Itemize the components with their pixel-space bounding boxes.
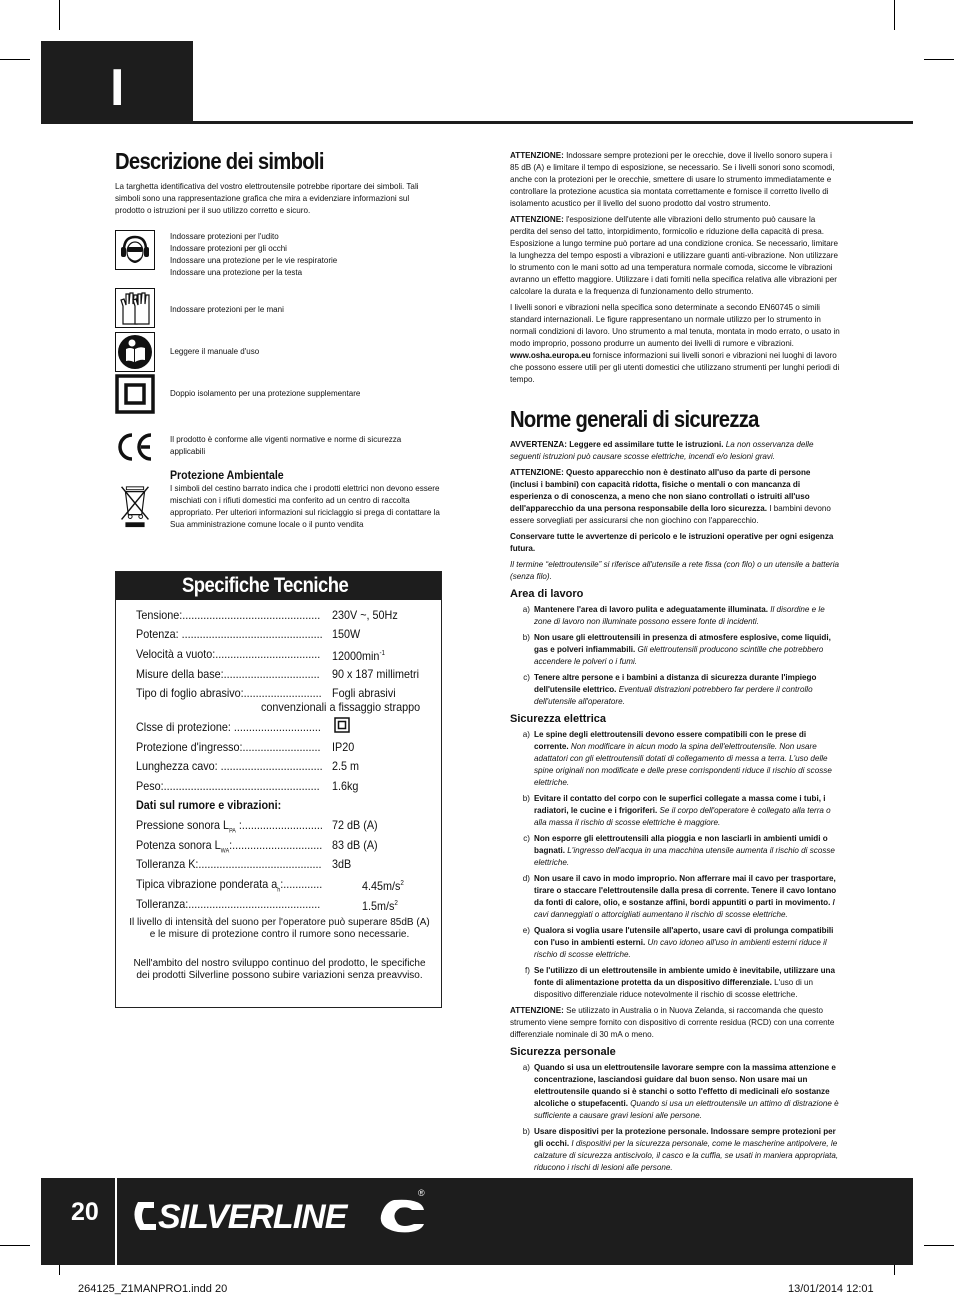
general-warning-bold: AVVERTENZA: Leggere ed assimilare tutte le istruzioni. [510, 440, 724, 449]
footer-divider [115, 1178, 117, 1265]
item-italic: Il disordine e le zone di lavoro non illuminate possono essere fonte di incidenti. [534, 605, 825, 626]
symbol-ce-row [115, 427, 155, 467]
item-italic: Un cavo idoneo all'uso in ambienti esterni riduce il rischio di scosse elettriche. [534, 938, 827, 959]
symbol-ppe-row [115, 230, 155, 270]
item-bold: Le spine degli elettroutensili devono essere compatibili con le prese di corrente. [534, 730, 807, 751]
crop-mark [0, 1245, 30, 1246]
item-letter: e) [522, 926, 530, 935]
environment-block [170, 469, 445, 531]
rcd-warning [510, 1005, 840, 1041]
electrical-item [510, 833, 840, 869]
page-number: 20 [71, 1198, 99, 1226]
work-area-item [510, 604, 840, 628]
spec-value-power: 150W [332, 627, 361, 641]
spec-value-tolerance: $1.5m/s^2$ [362, 899, 398, 913]
crop-mark [894, 0, 895, 30]
ppe-eye-text: Indossare protezioni per gli occhi [170, 244, 287, 253]
spec-value-voltage: 230V ~, 50Hz [332, 608, 398, 622]
personal-item [510, 1062, 840, 1122]
slug-filename: 264125_Z1MANPRO1.indd 20 [78, 1283, 228, 1295]
spec-label-lpa: Pressione sonora $L_{PA}$ :........................... [136, 818, 323, 835]
spec-label-noise-heading: Dati sul rumore e vibrazioni: [136, 798, 282, 812]
item-bold: Quando si usa un elettroutensile lavorare sempre con la massima attenzione e concentrazione, lasciandosi guidare dal buon senso. Non usare mai un elettroutensile quando si è stanchi o sotto l'effetto di medicinali e/o sostanze alcoliche o stupefacenti. [534, 1063, 836, 1108]
symbol-weee-row [115, 483, 155, 529]
spec-value-vibration: $4.45m/s^2$ [362, 879, 404, 893]
electrical-item [510, 793, 840, 829]
children-warning-text: I bambini devono essere sorvegliati per assicurarsi che non giochino con l'apparecchio. [510, 504, 831, 525]
specifications-title: Specifiche Tecniche [182, 574, 349, 597]
children-warning-bold: ATTENZIONE: Questo apparecchio non è destinato all'uso da parte di persone (inclusi i bambini) con capacità ridotta, fisiche o mentali o con mancanza di esperienza o di conoscenza, a meno che non siano controllati o istruiti all'uso dell'apparecchio da una persona responsabile della loro sicurezza. [510, 468, 811, 513]
work-area-title: Area di lavoro [510, 588, 584, 600]
spec-label-lwa: Potenza sonora $L_{WA}$:.............................. [136, 838, 323, 855]
spec-value-speed: $12000\min^{-1}$ [332, 649, 386, 663]
spec-label-tolerance-k: Tolleranza K:......................................... [136, 857, 322, 871]
crop-mark [924, 1245, 954, 1246]
item-bold: Usare dispositivi per la protezione personale. Indossare sempre protezioni per gli occhi. [534, 1127, 836, 1148]
symbols-title: Descrizione dei simboli [115, 148, 324, 174]
spec-label-base: Misure della base:................................ [136, 667, 320, 681]
ce-text: Il prodotto è conforme alle vigenti normative e norme di sicurezza applicabili [170, 435, 402, 456]
noise-warning [510, 150, 840, 210]
electrical-item [510, 925, 840, 961]
spec-value-lpa: 72 dB (A) [332, 818, 378, 832]
slug-date: 13/01/2014 12:01 [788, 1283, 874, 1295]
item-letter: d) [522, 874, 530, 883]
item-bold: Non usare il cavo in modo improprio. Non afferrare mai il cavo per trasportare, tirare o staccare l'elettroutensile dalla presa di corrente. Tenere il cavo lontano da fonti di calore, olio, e sostanze affini, bordi appuntiti o parti in movimento. / [534, 874, 837, 907]
warning-label: ATTENZIONE: [510, 1006, 564, 1015]
environment-text: I simboli del cestino barrato indica che i prodotti elettrici non devono essere mischiati con i rifiuti domestici ma conferito ad un centro di raccolta appropriato. Per ulteriori informazioni sul riciclaggio si prega di contattare la Sua amministrazione comune locale o il punto vendita [170, 484, 440, 529]
safety-title: Norme generali di sicurezza [510, 406, 759, 432]
environment-title: Protezione Ambientale [170, 470, 284, 482]
spec-value-ip: IP20 [332, 740, 355, 754]
symbol-double-insulation-row [115, 374, 155, 414]
spec-change-note: Nell'ambito del nostro sviluppo continuo del prodotto, le specifiche dei prodotti Silverline possono subire variazioni senza preavviso. [133, 958, 426, 981]
gloves-icon [115, 288, 155, 328]
spec-label-ip: Protezione d'ingresso:.......................... [136, 740, 321, 754]
rcd-warning-text: Se utilizzato in Australia o in Nuova Zelanda, si raccomanda che questo strumento viene sempre fornito con dispositivo di corrente residua (RCD) con una corrente differenziale nominale di 30 mA o meno. [510, 1006, 835, 1039]
spec-value-weight: 1.6kg [332, 779, 359, 793]
osha-link: www.osha.europa.eu [510, 351, 591, 360]
item-letter: a) [522, 1063, 530, 1072]
symbols-intro: La targhetta identificativa del vostro elettroutensile potrebbe riportare dei simboli. Tali simboli sono una rappresentazione grafica che mira a evidenziare informazioni sul prodotto o istruzioni per il suo utilizzo corretto e sicuro. [115, 182, 419, 215]
double-insulation-text: Doppio isolamento per una protezione supplementare [170, 389, 361, 398]
ppe-head-text: Indossare una protezione per la testa [170, 268, 303, 277]
specifications-box [115, 571, 442, 1008]
read-manual-icon [115, 332, 155, 372]
item-bold: Qualora si voglia usare l'utensile all'aperto, usare cavi di prolunga compatibili con l'uso in ambienti esterni. [534, 926, 834, 947]
ppe-descriptions [170, 231, 337, 279]
spec-value-sheet-2: convenzionali a fissaggio strappo [261, 700, 421, 714]
ce-mark-icon [115, 427, 155, 467]
spec-noise-note: Il livello di intensità del suono per l'operatore può superare 85dB (A) e le misure di protezione contro il rumore sono necessarie. [129, 917, 430, 940]
item-bold: Non usare gli elettroutensili in presenza di atmosfere esplosive, come liquidi, gas e polveri infiammabili. [534, 633, 831, 654]
item-letter: b) [522, 633, 530, 642]
spec-label-weight: Peso:.................................................... [136, 779, 320, 793]
header-rule [41, 121, 913, 124]
symbol-manual-row [115, 332, 155, 372]
ppe-ear-text: Indossare protezioni per l'udito [170, 232, 279, 241]
double-insulation-icon [115, 374, 155, 414]
brand-wordmark: SILVERLINE [158, 1198, 347, 1236]
ppe-icon [115, 230, 155, 270]
work-area-item [510, 672, 840, 708]
spec-label-cable: Lunghezza cavo: .................................. [136, 759, 323, 773]
spec-label-sheet: Tipo di foglio abrasivo:.......................... [136, 686, 322, 700]
item-italic: Non modificare in alcun modo la spina dell'elettroutensile. Non usare adattatori con gli elettroutensili dotati di collegamento di messa a terra. L'uso delle spine originali non modificate e delle prese corrispondenti riduce il rischio di scosse elettriche. [534, 742, 832, 787]
general-warning [510, 439, 840, 463]
registered-mark: ® [418, 1188, 425, 1198]
levels-paragraph [510, 302, 840, 386]
item-bold: Se l'utilizzo di un elettroutensile in ambiente umido è inevitabile, utilizzare una fonte di alimentazione protetta da un dispositivo differenziale. [534, 966, 835, 987]
crop-mark [59, 0, 60, 30]
item-letter: c) [523, 834, 530, 843]
crossed-bin-icon [115, 483, 155, 529]
item-bold: Non esporre gli elettroutensili alla pioggia e non lasciarli in ambienti umidi o bagnati. [534, 834, 828, 855]
levels-end-text: fornisce informazioni sui livelli sonori e vibrazioni nei luoghi di lavoro che possono essere utili per gli utenti domestici che utilizzano strumenti per lunghi periodi di tempo. [510, 351, 840, 384]
item-letter: a) [522, 730, 530, 739]
item-italic: Quando si usa un elettroutensile un attimo di distrazione è sufficiente a causare gravi lesioni alle persone. [534, 1099, 839, 1120]
spec-label-speed: Velocità a vuoto:................................... [136, 647, 321, 661]
spec-value-cable: 2.5 m [332, 759, 360, 773]
electrical-item [510, 873, 840, 921]
symbols-section [115, 148, 443, 217]
levels-text: I livelli sonori e vibrazioni nella specifica sono determinate a secondo EN60745 o simili standard internazionali. Le figure rappresentano un normale utilizzo per lo strumento in normali condizioni di lavoro. Uno strumento a mal tenuta, montata in modo errato, o usato in modo improprio, possono produrre un aumento dei livelli di rumore e vibrazioni. [510, 303, 840, 348]
spec-value-sheet: Fogli abrasivi [332, 686, 396, 700]
crop-mark [0, 59, 30, 60]
electrical-item [510, 965, 840, 1001]
item-letter: b) [522, 1127, 530, 1136]
manual-text: Leggere il manuale d'uso [170, 347, 260, 356]
gloves-text: Indossare protezioni per le mani [170, 305, 284, 314]
spec-label-voltage: Tensione:.............................................. [136, 608, 321, 622]
item-italic: Se il corpo dell'operatore è collegato alla terra o alla massa il rischio di scosse elettriche è maggiore. [534, 806, 831, 827]
item-italic: L'ingresso dell'acqua in una macchina utensile aumenta il rischio di scosse elettriche. [534, 846, 835, 867]
item-bold: Mantenere l'area di lavoro pulita e adeguatamente illuminata. [534, 605, 769, 614]
item-italic: Eventuali distrazioni potrebbero far perdere il controllo dell'utensile all'operatore. [534, 685, 813, 706]
vibration-warning-text: l'esposizione dell'utente alle vibrazioni dello strumento può causare la perdita del senso del tatto, intorpidimento, formicolio e riduzione della capacità di presa. Esposizione a lungo termine può portare ad una condizione cronica. Se necessario, limitare la lunghezza del tempo esposti a vibrazioni e utilizzare guanti anti-vibrazione. Non utilizzare lo strumento con le mani sotto ad una temperatura normale comoda, siccome le vibrazioni avranno un effetto maggiore. Utilizzare i dati forniti nella specifica relativa alle vibrazioni per calcolare la durata e la frequenza di funzionamento dello strumento. [510, 215, 838, 296]
right-column [510, 150, 840, 1178]
noise-warning-text: Indossare sempre protezioni per le orecchie, dove il livello sonoro supera i 85 dB (A) e limitare il tempo di esposizione, se necessario. Se i livelli sonori sono scomodi, anche con la protezioni per le orecchie, smettere di usare lo strumento immediatamente e controllare la protezione acustica sia montata correttamente e fornisce il corretto livello di isolamento acustico per il livello del suono prodotto dal vostro strumento. [510, 151, 835, 208]
power-tool-definition: Il termine “elettroutensile” si riferisce all'utensile a rete fissa (con filo) o un utensile a batteria (senza filo). [510, 560, 840, 581]
ppe-respiratory-text: Indossare una protezione per le vie respiratorie [170, 256, 338, 265]
item-bold: Evitare il contatto del corpo con le superfici collegate a massa come i tubi, i radiatori, le cucine e i frigoriferi. [534, 794, 826, 815]
electrical-safety-title: Sicurezza elettrica [510, 713, 606, 725]
symbol-gloves-row [115, 288, 155, 328]
personal-item [510, 1126, 840, 1174]
item-bold: Tenere altre persone e i bambini a distanza di sicurezza durante l'impiego dell'utensile elettrico. [534, 673, 817, 694]
general-warning-italic: La non osservanza delle seguenti istruzioni può causare scosse elettriche, incendi e/o lesioni gravi. [510, 440, 814, 461]
spec-label-tolerance: Tolleranza:............................................ [136, 897, 321, 911]
item-italic: cavi danneggiati o attorcigliati aumentano il rischio di scosse elettriche. [534, 910, 788, 919]
electrical-item [510, 729, 840, 789]
item-italic: I dispositivi per la sicurezza personale, come le mascherine antipolvere, le calzature di sicurezza antiscivolo, il casco e la cuffia, se usati in maniera appropriata, riducono i rischi di lesioni alle persone. [534, 1139, 839, 1172]
silverline-logo [132, 1188, 432, 1243]
spec-value-base: 90 x 187 millimetri [332, 667, 420, 681]
item-letter: a) [522, 605, 530, 614]
spec-value-tolerance-k: 3dB [332, 857, 352, 871]
item-letter: c) [523, 673, 530, 682]
spec-value-lwa: 83 dB (A) [332, 838, 378, 852]
work-area-item [510, 632, 840, 668]
silverline-logo-mark [132, 1188, 432, 1238]
spec-label-vibration: Tipica vibrazione ponderata $a_h$:............. [136, 877, 323, 894]
class-ii-icon [334, 717, 350, 733]
specifications-title-bar [116, 572, 441, 600]
item-letter: f) [525, 966, 530, 975]
spec-label-class: Clsse di protezione: ............................. [136, 720, 321, 734]
language-letter: I [110, 59, 125, 117]
item-text: L'uso di un dispositivo differenziale riduce notevolmente il rischio di scosse elettriche. [534, 978, 814, 999]
personal-safety-title: Sicurezza personale [510, 1046, 616, 1058]
item-letter: b) [522, 794, 530, 803]
keep-instructions: Conservare tutte le avvertenze di pericolo e le istruzioni operative per ogni esigenza futura. [510, 532, 834, 553]
children-warning [510, 467, 840, 527]
item-italic: Gli elettroutensili producono scintille che potrebbero accendere le polveri o i fumi. [534, 645, 824, 666]
spec-label-power: Potenza: ............................................... [136, 627, 323, 641]
crop-mark [924, 59, 954, 60]
vibration-warning [510, 214, 840, 298]
warning-label: ATTENZIONE: [510, 151, 564, 160]
warning-label: ATTENZIONE: [510, 215, 564, 224]
